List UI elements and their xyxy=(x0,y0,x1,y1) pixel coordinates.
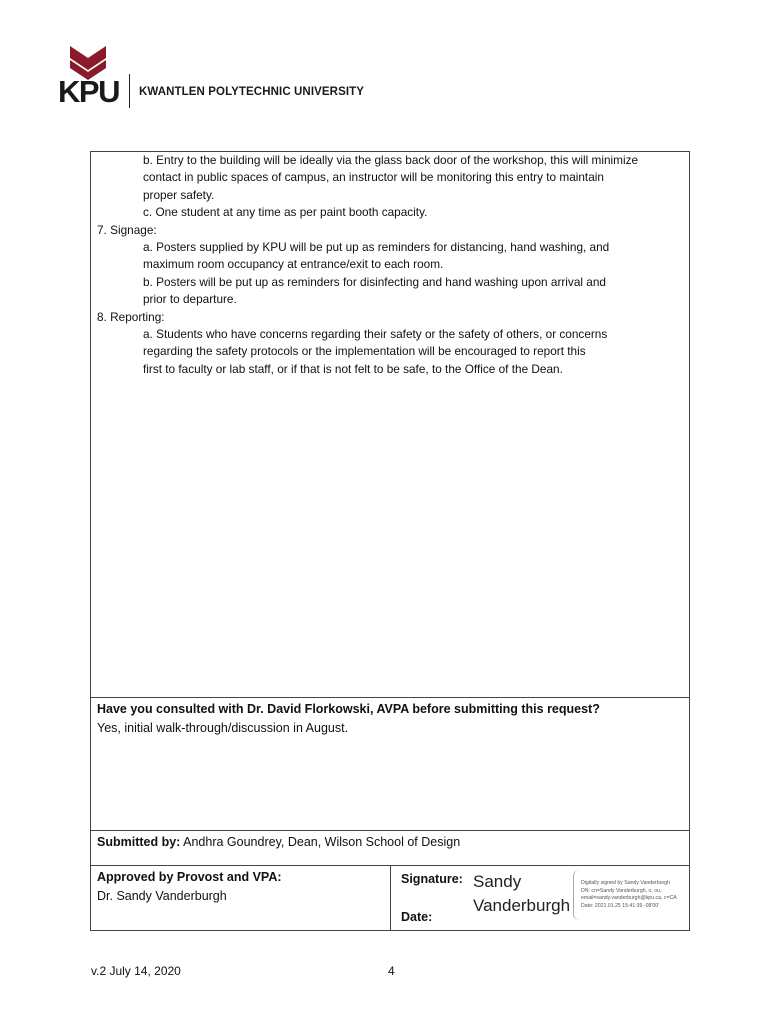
text-line: b. Posters will be put up as reminders for disinfecting and hand washing upon arrival and xyxy=(143,274,606,289)
consultation-section xyxy=(91,698,689,831)
logo-text: KPU xyxy=(58,74,119,109)
text-line: a. Students who have concerns regarding their safety or the safety of others, or concerns xyxy=(143,327,608,342)
approver-name: Dr. Sandy Vanderburgh xyxy=(97,889,227,903)
text-line: b. Entry to the building will be ideally via the glass back door of the workshop, this will minimize xyxy=(143,153,639,167)
text-line: proper safety. xyxy=(143,187,215,202)
approved-by-label: Approved by Provost and VPA: xyxy=(97,870,282,884)
consultation-answer: Yes, initial walk-through/discussion in August. xyxy=(97,721,349,735)
signature-stamp xyxy=(581,880,687,910)
stamp-line: DN: cn=Sandy Vanderburgh, o, ou, xyxy=(581,887,662,894)
approval-section xyxy=(91,866,689,930)
kpu-logo xyxy=(58,44,378,108)
page-number: 4 xyxy=(388,964,395,978)
submitted-by-section xyxy=(91,831,689,866)
document-version: v.2 July 14, 2020 xyxy=(91,964,181,978)
section-heading-signage: 7. Signage: xyxy=(97,222,157,237)
safety-plan-section xyxy=(91,152,689,698)
university-name: KWANTLEN POLYTECHNIC UNIVERSITY xyxy=(139,86,365,98)
text-line: contact in public spaces of campus, an instructor will be monitoring this entry to maintain xyxy=(143,170,604,185)
signature-last-name: Vanderburgh xyxy=(473,896,571,915)
digital-signature[interactable] xyxy=(473,870,570,918)
signature-first-name: Sandy xyxy=(473,872,522,891)
request-form xyxy=(90,151,690,931)
signature-mark xyxy=(573,870,580,920)
approver-cell xyxy=(91,866,391,930)
signature-label: Signature: xyxy=(401,872,463,886)
text-line: a. Posters supplied by KPU will be put up as reminders for distancing, hand washing, and xyxy=(143,240,610,255)
section-heading-reporting: 8. Reporting: xyxy=(97,309,165,324)
stamp-line: email=sandy.vanderburgh@kpu.ca, c=CA xyxy=(581,895,677,902)
stamp-line: Date: 2021.01.25 15:41:39 -08'00' xyxy=(581,902,660,909)
text-line: regarding the safety protocols or the implementation will be encouraged to report this xyxy=(143,344,586,359)
signature-cell xyxy=(391,866,689,930)
submitted-by-label: Submitted by: xyxy=(97,835,181,849)
consultation-question: Have you consulted with Dr. David Florkowski, AVPA before submitting this request? xyxy=(97,702,600,716)
text-line: first to faculty or lab staff, or if that is not felt to be safe, to the Office of the Dean. xyxy=(143,361,563,376)
stamp-line: Digitally signed by Sandy Vanderburgh xyxy=(581,880,671,886)
date-label: Date: xyxy=(401,910,433,924)
logo-divider xyxy=(129,74,130,108)
text-line: c. One student at any time as per paint booth capacity. xyxy=(143,205,428,220)
submitted-by-value: Andhra Goundrey, Dean, Wilson School of Design xyxy=(183,835,461,849)
text-line: maximum room occupancy at entrance/exit to each room. xyxy=(143,257,444,272)
text-line: prior to departure. xyxy=(143,292,237,307)
